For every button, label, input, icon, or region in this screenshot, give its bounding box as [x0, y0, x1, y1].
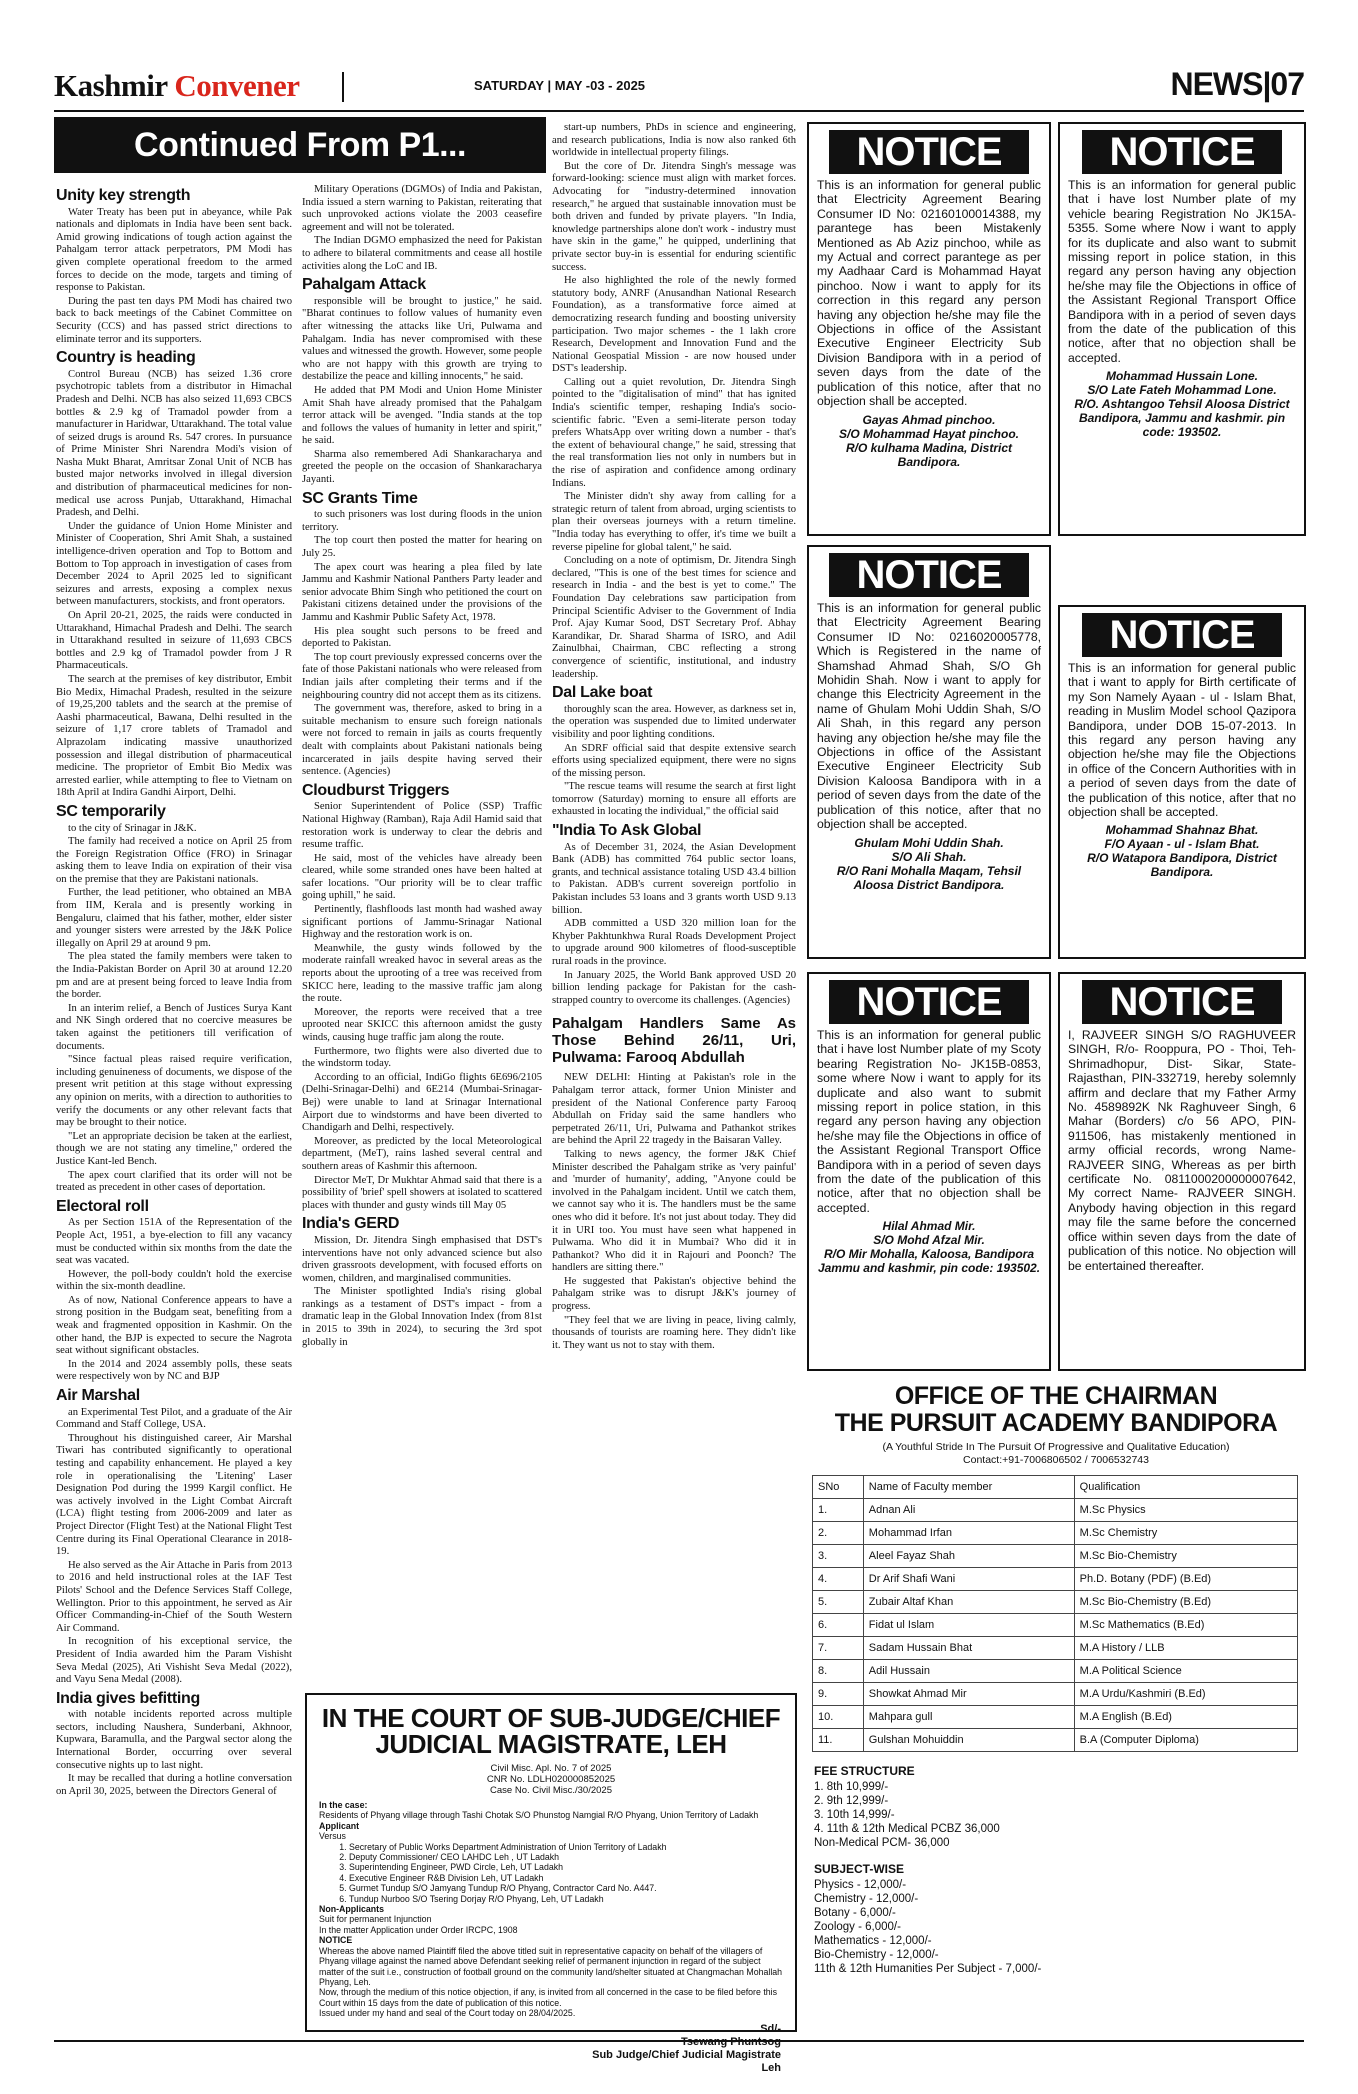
- article-headline: SC Grants Time: [302, 489, 418, 507]
- article-paragraph: Sharma also remembered Adi Shankaracharya and greeted the people on the occasion of Shankaracharya Jayanti.: [302, 448, 542, 486]
- newspaper-logo: [54, 68, 299, 104]
- article-paragraph: The Minister didn't shy away from calling for a strategic return of talent from abroad, urging scientists to plan their overseas journeys with a return timeline. "India today has everything to offer, it's time we built a reverse pipeline for global talent," he said.: [552, 491, 796, 553]
- column-2: [302, 184, 542, 1784]
- article-paragraph: An SDRF official said that despite extensive search efforts using specialized equipment, there were no signs of the missing person.: [552, 742, 796, 779]
- article-paragraph: His plea sought such persons to be freed and deported to Pakistan.: [302, 625, 542, 650]
- notice-name-correction: [1058, 972, 1306, 1371]
- subject-fee-line: Bio-Chemistry - 12,000/-: [814, 1949, 939, 1961]
- court-respondent: 6. Tundup Nurboo S/O Tsering Dorjay R/O Phyang, Leh, UT Ladakh: [349, 1894, 783, 1904]
- notice-heading: NOTICE: [829, 130, 1029, 174]
- fee-line: 4. 11th & 12th Medical PCBZ 36,000: [814, 1823, 1000, 1835]
- table-cell: Mahpara gull: [863, 1706, 1074, 1729]
- table-cell: M.Sc Bio-Chemistry (B.Ed): [1074, 1591, 1297, 1614]
- article-paragraph: As per Section 151A of the Representation of the People Act, 1951, a bye-election to fill any vacancy must be conducted within six months from the date the seat was vacated.: [56, 1217, 292, 1267]
- notice-electricity-correction: [807, 122, 1051, 536]
- notice-body: This is an information for general public that Electricity Agreement Bearing Consumer ID No: 0216020005778, Which is Registered in the name of Shamshad Ahmad Shah, S/O Gh Mohidin Shah. Now i want to apply for change this Electricity Agreement in the name of Ghulam Mohi Uddin Shah, S/O Ali Shah, in this regard any person having any objection he/she may file the Objections in office of the Assistant Executive Engineer Electricity Sub Division Kaloosa Bandipora with in a period of seven days from the date of the publication of this notice, after that no objection shall be accepted.: [817, 601, 1041, 832]
- table-cell: M.A English (B.Ed): [1074, 1706, 1297, 1729]
- column-3: [552, 122, 796, 1682]
- table-cell: Dr Arif Shafi Wani: [863, 1568, 1074, 1591]
- notice-signature-line: R/O. Ashtangoo Tehsil Aloosa District Bandipora, Jammu and kashmir. pin code: 193502.: [1074, 397, 1290, 440]
- article-paragraph: ADB committed a USD 320 million loan for the Khyber Pakhtunkhwa Rural Roads Development Project to upgrade around 900 kilometres of flood-susceptible rural roads in the province.: [552, 918, 796, 967]
- article-paragraph: In recognition of his exceptional service, the President of India awarded him the Param Vishisht Seva Medal (2025), Ati Vishisht Seva Medal (2022), and Vayu Sena Medal (2008).: [56, 1636, 292, 1686]
- notice-signature-line: F/O Ayaan - ul - Islam Bhat.: [1104, 837, 1260, 852]
- table-cell: Fidat ul Islam: [863, 1614, 1074, 1637]
- article-paragraph: During the past ten days PM Modi has chaired two back to back meetings of the Cabinet Committee on Security (CCS) and has passed strict directions to eliminate terror and its supporters.: [56, 295, 292, 345]
- notice-signature-line: S/O Mohd Afzal Mir.: [873, 1233, 985, 1248]
- top-rule: [54, 110, 1304, 112]
- table-cell: M.Sc Mathematics (B.Ed): [1074, 1614, 1297, 1637]
- court-applicant-label: Applicant: [319, 1820, 360, 1831]
- article-paragraph: It may be recalled that during a hotline conversation on April 30, 2025, between the Directors General of: [56, 1773, 292, 1797]
- court-non-applicants: Non-Applicants: [319, 1904, 384, 1915]
- table-cell: M.Sc Physics: [1074, 1499, 1297, 1522]
- subject-fee-line: Botany - 6,000/-: [814, 1907, 896, 1919]
- article-paragraph: Water Treaty has been put in abeyance, while Pak nationals and diplomats in India have been sent back. Amid growing indications of tough action against the Pahalgam terror attack perpetrators, PM Modi has given complete operational freedom to the armed forces to decide on the mode, targets and timing of response to Pakistan.: [56, 206, 292, 294]
- court-applicant: Residents of Phyang village through Tashi Chotak S/O Phunstog Namgial R/O Phyang, Union Territory of Ladakh: [319, 1810, 759, 1821]
- table-row: [813, 1660, 1298, 1683]
- article-headline: Electoral roll: [56, 1197, 149, 1215]
- notice-lost-number-plate: [1058, 122, 1306, 536]
- fee-line: 1. 8th 10,999/-: [814, 1781, 889, 1793]
- court-notice-text-2: Now, through the medium of this notice objection, if any, is invited from all concerned in the case to be filed before this Court within 15 days from the date of publication of this notice.: [319, 1987, 778, 2008]
- logo-second: Convener: [174, 68, 300, 103]
- table-cell: 8.: [813, 1660, 864, 1683]
- article-headline: India's GERD: [302, 1215, 400, 1233]
- court-versus: Versus: [319, 1831, 346, 1842]
- table-row: [813, 1499, 1298, 1522]
- article-paragraph: Calling out a quiet revolution, Dr. Jitendra Singh pointed to the "digitalisation of mind" that has ignited India's scientific temper, reshaping India's socio-scientific fabric. "Even a semi-literate person today prefers WhatsApp over writing down a number - that's the extent of behavioural change," he said, stressing that the real transformation lies not only in numbers but in the rise of aspiration and confidence among ordinary Indians.: [552, 376, 796, 489]
- article-paragraph: with notable incidents reported across multiple sectors, including Naushera, Sunderbani, Akhnoor, Kupwara, Baramulla, and the Pargwal sector along the International Border, occurring over several consecutive nights up to last night.: [56, 1709, 292, 1771]
- article-headline: Country is heading: [56, 349, 196, 367]
- table-header-cell: Name of Faculty member: [863, 1476, 1074, 1499]
- notice-birth-certificate: [1058, 605, 1306, 959]
- article-headline: Pahalgam Attack: [302, 276, 426, 294]
- court-respondent: 3. Superintending Engineer, PWD Circle, Leh, UT Ladakh: [349, 1862, 783, 1872]
- article-paragraph: an Experimental Test Pilot, and a graduate of the Air Command and Staff College, USA.: [56, 1406, 292, 1431]
- article-paragraph: According to an official, IndiGo flights 6E696/2105 (Delhi-Srinagar-Delhi) and 6E214 (Mumbai-Srinagar-Bej) were unable to land at Srinagar International Airport due to windstorms and have been diverted to Chandigarh and Delhi, respectively.: [302, 1071, 542, 1134]
- notice-heading: NOTICE: [1082, 980, 1282, 1024]
- article-paragraph: The Indian DGMO emphasized the need for Pakistan to adhere to bilateral commitments and cease all hostile activities along the LoC and IB.: [302, 235, 542, 272]
- table-cell: M.A Political Science: [1074, 1660, 1297, 1683]
- table-cell: Aleel Fayaz Shah: [863, 1545, 1074, 1568]
- notice-signature-line: R/O Watapora Bandipora, District Bandipora.: [1087, 851, 1277, 880]
- table-cell: 2.: [813, 1522, 864, 1545]
- article-paragraph: In the 2014 and 2024 assembly polls, these seats were respectively won by NC and BJP: [56, 1358, 292, 1383]
- notice-signature-line: S/O Mohammad Hayat pinchoo.: [838, 426, 1020, 441]
- court-sign-name: [307, 2036, 781, 2049]
- court-respondent: 2. Deputy Commissioner/ CEO LAHDC Leh , UT Ladakh: [349, 1852, 783, 1862]
- article-paragraph: Control Bureau (NCB) has seized 1.36 crore psychotropic tablets from a distributor in Himachal Pradesh and Delhi. NCB has also seized 11,693 CBCS bottles & 2.9 kg of Tramadol powder from a manufacturer in Haridwar, Uttarakhand. The total value of seized drugs is around Rs. 547 crores. In pursuance of Prime Minister Shri Narendra Modi's vision of Nasha Mukt Bharat, Amritsar Zonal Unit of NCB has busted major networks involved in illegal diversion and distribution of pharmaceutical medicines for non-medical use across Punjab, Uttarakhand, Himachal Pradesh, and Delhi.: [56, 368, 292, 519]
- table-cell: M.Sc Bio-Chemistry: [1074, 1545, 1297, 1568]
- article-paragraph: Pertinently, flashfloods last month had washed away significant portions of Jammu-Srinagar National Highway and the restoration work is on.: [302, 904, 542, 941]
- notice-body: I, RAJVEER SINGH S/O RAGHUVEER SINGH, R/o- Rooppura, PO - Thoi, Teh- Shrimadhopur, Dist- Sikar, State- Rajasthan, PIN-332719, hereby solemnly affirm and declare that my Father Army No. 4589892K Nk Raghuveer Singh, 6 Mahar (Borders) c/o 56 APO, PIN- 911506, has mistakenly mentioned in army official records, wrong Name- RAJVEER SING, Whereas as per birth certificate No. 0811000200000007642, My correct Name- RAJVEER SINGH. Anybody having objection in this regard may file the same before the concerned office within seven days from the date of publication of this notice. No objection will be entertained thereafter.: [1068, 1028, 1296, 1273]
- article-headline: India gives befitting: [56, 1689, 200, 1707]
- continued-header: Continued From P1...: [54, 117, 546, 173]
- notice-heading: NOTICE: [1082, 613, 1282, 657]
- court-respondents: [319, 1842, 783, 1904]
- notice-heading: NOTICE: [829, 553, 1029, 597]
- court-matter: In the matter Application under Order IRCPC, 1908: [319, 1924, 518, 1935]
- article-paragraph: The government was, therefore, asked to bring in a suitable mechanism to ensure such foreign nationals were not forced to remain in jails as courts frequently dealt with complaints about Pakistani nationals being incarcerated in jails despite having served their sentence. (Agencies): [302, 703, 542, 778]
- table-cell: 7.: [813, 1637, 864, 1660]
- court-notice-text-3: Issued under my hand and seal of the Court today on 28/04/2025.: [319, 2008, 576, 2019]
- table-cell: Mohammad Irfan: [863, 1522, 1074, 1545]
- article-paragraph: Moreover, the reports were received that a tree uprooted near SKICC this afternoon amidst the gusty winds, causing huge traffic jam along the route.: [302, 1006, 542, 1043]
- article-headline: Cloudburst Triggers: [302, 781, 450, 799]
- masthead-divider: [342, 72, 344, 102]
- issue-date: SATURDAY | MAY -03 - 2025: [474, 78, 646, 93]
- article-paragraph: Senior Superintendent of Police (SSP) Traffic National Highway (Ramban), Raja Adil Hamid said that restoration work is underway to clear the debris and resume traffic.: [302, 801, 542, 851]
- bottom-rule: [54, 2040, 1304, 2042]
- notice-heading: NOTICE: [1082, 130, 1282, 174]
- article-paragraph: He said, most of the vehicles have already been cleared, while some stranded ones have been halted at safer locations. "Our priority will be to clear traffic going uphill," he said.: [302, 852, 542, 902]
- article-paragraph: start-up numbers, PhDs in science and engineering, and research publications, India is now also ranked 6th worldwide in intellectual property filings.: [552, 122, 796, 159]
- notice-signature-line: Ghulam Mohi Uddin Shah.: [854, 835, 1004, 850]
- table-row: [813, 1706, 1298, 1729]
- subject-fee-line: Chemistry - 12,000/-: [814, 1893, 919, 1905]
- article-paragraph: Concluding on a note of optimism, Dr. Jitendra Singh declared, "This is one of the best times for science and research in India - and the best is yet to come." The Foundation Day celebrations saw participation from Principal Scientific Adviser to the Government of India Prof. Ajay Kumar Sood, DST Secretary Prof. Abhay Karandikar, Dr. Sharad Sharma of ISRO, and Adil Zainulbhai, Chairman, CBC reflecting a strong convergence of scientific, institutional, and industry leadership.: [552, 555, 796, 680]
- fee-line: 2. 9th 12,999/-: [814, 1795, 889, 1807]
- notice-signature-line: Gayas Ahmad pinchoo.: [862, 412, 996, 427]
- table-cell: Adnan Ali: [863, 1499, 1074, 1522]
- column-1: [56, 184, 292, 2029]
- ad-contact: Contact:+91-7006806502 / 7006532743: [963, 1454, 1149, 1466]
- article-paragraph: NEW DELHI: Hinting at Pakistan's role in the Pahalgam terror attack, former Union Minister and president of the National Conference party Farooq Abdullah on Friday said the same handlers who perpetrated 26/11, Uri, Pulwama and Pathankot strikes are behind the April 22 tragedy in the Baisaran Valley.: [552, 1072, 796, 1147]
- table-cell: 11.: [813, 1729, 864, 1752]
- notice-signature-line: Hilal Ahmad Mir.: [882, 1219, 976, 1234]
- table-cell: Zubair Altaf Khan: [863, 1591, 1074, 1614]
- ad-title-1: OFFICE OF THE CHAIRMAN: [894, 1382, 1218, 1410]
- article-paragraph: He suggested that Pakistan's objective behind the Pahalgam strike was to disrupt J&K's journey of progress.: [552, 1275, 796, 1313]
- page-section: NEWS|07: [1170, 66, 1304, 102]
- article-paragraph: He added that PM Modi and Union Home Minister Amit Shah have already promised that the Pahalgam terror attack will be avenged. "India stands at the top and follows the values of humanity in letter and spirit," he said.: [302, 384, 542, 447]
- article-paragraph: Director MeT, Dr Mukhtar Ahmad said that there is a possibility of 'brief' spell showers at isolated to scattered places with thunder and gusty winds till May 05: [302, 1174, 542, 1211]
- article-paragraph: responsible will be brought to justice," he said. "Bharat continues to follow values of humanity even after witnessing the attacks like Uri, Pulwama and Pahalgam. India has never compromised with these values and witnessed the growth. However, some people who are not happy with this growth are trying to destabilize the peace and killing innocents," he said.: [302, 295, 542, 383]
- court-signature: [307, 2023, 795, 2075]
- court-notice-label: NOTICE: [319, 1935, 353, 1946]
- article-paragraph: As of December 31, 2024, the Asian Development Bank (ADB) has committed 764 public sector loans, grants, and technical assistance totaling USD 43.4 billion to Pakistan. ADB's current sovereign portfolio in Pakistan includes 53 loans and 3 grants worth USD 9.13 billion.: [552, 841, 796, 916]
- article-headline: "India To Ask Global: [552, 822, 702, 840]
- article-paragraph: Furthermore, two flights were also diverted due to the windstorm today.: [302, 1045, 542, 1070]
- table-cell: Gulshan Mohuiddin: [863, 1729, 1074, 1752]
- fee-line: 3. 10th 14,999/-: [814, 1809, 895, 1821]
- court-respondent: 5. Gurmet Tundup S/O Jamyang Tundup R/O Phyang, Contractor Card No. A447.: [349, 1883, 783, 1893]
- article-paragraph: The top court previously expressed concerns over the fate of those Pakistani nationals who were released from Indian jails after completing their terms and if the neighbouring country did not accept them as its citizens.: [302, 651, 542, 701]
- article-paragraph: In January 2025, the World Bank approved USD 20 billion lending package for Pakistan for the cash-strapped country to overcome its challenges. (Agencies): [552, 969, 796, 1006]
- notice-body: This is an information for general public that i want to apply for Birth certificate of my Son Namely Ayaan - ul - Islam Bhat, reading in Muslim Model school Qazipora Bandipora, under DOB 15-07-2013. In this regard any person having any objection he/she may file the Objections in office of the Concern Authorities with in a period of seven days from the date of the publication of this notice, after that no objection shall be accepted.: [1068, 661, 1296, 820]
- subject-fee-line: Physics - 12,000/-: [814, 1879, 907, 1891]
- notice-signature-line: S/O Ali Shah.: [891, 849, 967, 864]
- article-paragraph: Military Operations (DGMOs) of India and Pakistan, India issued a stern warning to Pakistan, reiterating that such unprovoked actions violate the 2003 ceasefire agreement and will not be tolerated.: [302, 184, 542, 233]
- article-paragraph: "The rescue teams will resume the search at first light tomorrow (Saturday) morning to ensure all efforts are exhausted in locating the individual," the official said: [552, 781, 796, 818]
- table-row: [813, 1568, 1298, 1591]
- table-row: [813, 1591, 1298, 1614]
- notice-signature-line: R/O Rani Mohalla Maqam, Tehsil Aloosa District Bandipora.: [836, 863, 1022, 892]
- notice-signature-line: S/O Late Fateh Mohammad Lone.: [1087, 383, 1277, 398]
- table-cell: 1.: [813, 1499, 864, 1522]
- notice-electricity-transfer: [807, 545, 1051, 959]
- fee-heading: FEE STRUCTURE: [814, 1764, 915, 1778]
- logo-first: Kashmir: [54, 68, 168, 103]
- article-paragraph: Mission, Dr. Jitendra Singh emphasised that DST's interventions have not only advanced science but also driven grassroots development, with focused efforts on women, children, and marginalised communities.: [302, 1234, 542, 1284]
- ad-tagline: (A Youthful Stride In The Pursuit Of Progressive and Qualitative Education): [882, 1441, 1230, 1453]
- court-suit: Suit for permanent Injunction: [319, 1914, 432, 1925]
- article-paragraph: The search at the premises of key distributor, Embit Bio Medix, Himachal Pradesh, resulted in the seizure of 19,25,200 tablets and the search at the premise of Aashi pharmaceutical, Bawana, Delhi resulted in the seizure of 1,17 crore tablets of Tramadol and Alprazolam indicating massive unauthorized possession and illegal distribution of pharmaceutical medicine. The proprietor of Embit Bio Medix was arrested earlier, while attempting to flee to Vietnam on 18th April at Indira Gandhi Airport, Delhi.: [56, 673, 292, 799]
- article-paragraph: Further, the lead petitioner, who obtained an MBA from IIM, Kerala and is presently working in Bengaluru, claimed that his father, mother, elder sister and younger sisters were arrested by the J&K Police illegally on April 29 at around 9 pm.: [56, 887, 292, 949]
- article-paragraph: He also served as the Air Attache in Paris from 2013 to 2016 and held instructional roles at the IAF Test Pilots' School and the Defence Services Staff College, Wellington. Prior to this appointment, he served as Air Officer Commanding-in-Chief of the South Western Air Command.: [56, 1559, 292, 1634]
- table-cell: 3.: [813, 1545, 864, 1568]
- article-paragraph: to such prisoners was lost during floods in the union territory.: [302, 509, 542, 533]
- court-ref: Civil Misc. Apl. No. 7 of 2025: [490, 1763, 612, 1774]
- table-cell: 9.: [813, 1683, 864, 1706]
- article-paragraph: The top court then posted the matter for hearing on July 25.: [302, 535, 542, 560]
- article-paragraph: On April 20-21, 2025, the raids were conducted in Uttarakhand, Himachal Pradesh and Delhi. The search in Uttarakhand resulted in seizure of 11,693 CBCS bottles and 2.9 kg of Tramadol powder from J R Pharmaceuticals.: [56, 610, 292, 672]
- notice-signature-line: Mohammad Hussain Lone.: [1105, 369, 1259, 384]
- article-paragraph: "Since factual pleas raised require verification, including genuineness of documents, we dispose of the present writ petition at this stage without expressing any opinion on merits, with a direction to authorities to verify the documents or any other relevant facts that may be brought to their notice.: [56, 1054, 292, 1129]
- court-respondent: 4. Executive Engineer R&B Division Leh, UT Ladakh: [349, 1873, 783, 1883]
- notice-signature-line: R/O Mir Mohalla, Kaloosa, Bandipora Jammu and kashmir, pin code: 193502.: [817, 1247, 1041, 1276]
- table-cell: Sadam Hussain Bhat: [863, 1637, 1074, 1660]
- table-row: [813, 1522, 1298, 1545]
- table-cell: M.A Urdu/Kashmiri (B.Ed): [1074, 1683, 1297, 1706]
- article-headline: SC temporarily: [56, 802, 166, 820]
- notice-body: This is an information for general public that Electricity Agreement Bearing Consumer ID No: 02160100014388, my parantege has been Mistakenly Mentioned as Ab Aziz pinchoo, while as my Actual and correct parantege as per my Aadhaar Card is Mohammad Hayat pinchoo. Now i want to apply for its correction in this regard any person having any objection he/she may file the Objections in office of the Assistant Executive Engineer Electricity Sub Division Bandipora with in a period of seven days from the date of the publication of this notice, after that no objection shall be accepted.: [817, 178, 1041, 409]
- article-paragraph: Under the guidance of Union Home Minister and Minister of Cooperation, Shri Amit Shah, a sustained intelligence-driven operation and Top to Bottom and Bottom to Top approach in investigation of cases from December 2024 to April 2025 led to significant seizures and arrests, exposing a complex nexus between manufacturers, stockists, and front operators.: [56, 520, 292, 608]
- article-paragraph: "They feel that we are living in peace, living calmly, thousands of tourists are roaming here. They didn't like it. They want us not to stay with them.: [552, 1314, 796, 1351]
- article-paragraph: "Let an appropriate decision be taken at the earliest, though we are not stating any timeline," ordered the Justice Kant-led Bench.: [56, 1130, 292, 1167]
- court-sign-sd: Sd/-: [760, 2022, 781, 2035]
- subject-heading: SUBJECT-WISE: [814, 1862, 905, 1876]
- faculty-table: [812, 1475, 1298, 1752]
- article-headline: Pahalgam Handlers Same As Those Behind 26/11, Uri, Pulwama: Farooq Abdullah: [552, 1015, 796, 1067]
- table-cell: 6.: [813, 1614, 864, 1637]
- table-header-cell: SNo: [813, 1476, 864, 1499]
- subject-fees: [814, 1862, 1304, 1976]
- table-header-cell: Qualification: [1074, 1476, 1297, 1499]
- court-cnr: CNR No. LDLH020000852025: [486, 1774, 616, 1785]
- court-sign-place: Leh: [761, 2061, 781, 2074]
- article-paragraph: thoroughly scan the area. However, as darkness set in, the operation was suspended due to limited underwater visibility and poor lighting conditions.: [552, 703, 796, 740]
- table-row: [813, 1614, 1298, 1637]
- article-paragraph: But the core of Dr. Jitendra Singh's message was forward-looking: science must align with market forces. Advocating for "industry-determined innovation research," he argued that sustainable innovation must be both driven and funded by private players. "In India, knowledge partnerships alone don't work - industry must have skin in the game," he quipped, underlining that private sector buy-in is essential for enduring scientific success.: [552, 160, 796, 273]
- article-paragraph: Moreover, as predicted by the local Meteorological department, (MeT), rains lashed several central and southern areas of Kashmir this afternoon.: [302, 1135, 542, 1172]
- ad-title-2: THE PURSUIT ACADEMY BANDIPORA: [834, 1409, 1278, 1437]
- notice-lost-scooty-plate: [807, 972, 1051, 1371]
- subject-fee-line: 11th & 12th Humanities Per Subject - 7,000/-: [814, 1963, 1042, 1975]
- court-sign-title: Sub Judge/Chief Judicial Magistrate: [592, 2048, 781, 2061]
- article-paragraph: In an interim relief, a Bench of Justices Surya Kant and NK Singh ordered that no coercive measures be taken against the petitioners till verification of documents.: [56, 1002, 292, 1052]
- notice-signature-line: Mohammad Shahnaz Bhat.: [1105, 823, 1259, 838]
- masthead: [54, 62, 1304, 108]
- article-headline: Unity key strength: [56, 187, 191, 204]
- notice-body: This is an information for general public that i have lost Number plate of my vehicle bearing Registration No JK15A-5355. Some where Now i want to apply for its duplicate and also want to submit missing report in police station, in this regard any person having any objection he/she may file the Objections in office of the Assistant Regional Transport Office Bandipora with in a period of seven days from the date of the publication of this notice, after that no objection shall be accepted.: [1068, 178, 1296, 365]
- table-cell: Adil Hussain: [863, 1660, 1074, 1683]
- table-cell: Showkat Ahmad Mir: [863, 1683, 1074, 1706]
- notice-heading: NOTICE: [829, 980, 1029, 1024]
- table-row: [813, 1729, 1298, 1752]
- court-title: IN THE COURT OF SUB-JUDGE/CHIEF JUDICIAL MAGISTRATE, LEH: [321, 1703, 781, 1759]
- article-paragraph: He also highlighted the role of the newly formed statutory body, ANRF (Anusandhan National Research Foundation), as a transformative force aimed at democratizing research funding and boosting university participation. Two major schemes - the 1 lakh crore Research, Development and Innovation Fund and the National Geospatial Mission - are now housed under DST's leadership.: [552, 275, 796, 375]
- article-paragraph: The Minister spotlighted India's rising global rankings as a testament of DST's impact - from a dramatic leap in the Global Innovation Index (from 81st in 2015 to 39th in 2024), to securing the 3rd spot globally in: [302, 1286, 542, 1348]
- fee-line: Non-Medical PCM- 36,000: [814, 1837, 950, 1849]
- article-paragraph: The apex court clarified that its order will not be treated as precedent in other cases of deportation.: [56, 1169, 292, 1194]
- article-headline: Dal Lake boat: [552, 684, 653, 702]
- court-notice: [305, 1693, 797, 2074]
- fee-structure: [814, 1764, 1304, 1850]
- article-paragraph: to the city of Srinagar in J&K.: [68, 822, 197, 834]
- table-cell: M.A History / LLB: [1074, 1637, 1297, 1660]
- notice-signature-line: R/O kulhama Madina, District Bandipora.: [845, 440, 1013, 469]
- article-paragraph: The family had received a notice on April 25 from the Foreign Registration Office (FRO) in Srinagar asking them to leave India on expiration of their visa on the premise that they are Pakistani nationals.: [56, 836, 292, 885]
- table-row: [813, 1545, 1298, 1568]
- table-row: [813, 1637, 1298, 1660]
- court-case-no: Case No. Civil Misc./30/2025: [490, 1785, 612, 1796]
- table-cell: 4.: [813, 1568, 864, 1591]
- article-paragraph: Meanwhile, the gusty winds followed by the moderate rainfall wreaked havoc in several areas as the reports about the uprooting of a tree was received from SKICC here, leading to the massive traffic jam along the route.: [302, 942, 542, 1005]
- table-cell: B.A (Computer Diploma): [1074, 1729, 1297, 1752]
- table-cell: Ph.D. Botany (PDF) (B.Ed): [1074, 1568, 1297, 1591]
- subject-fee-line: Zoology - 6,000/-: [814, 1921, 901, 1933]
- article-paragraph: The apex court was hearing a plea filed by late Jammu and Kashmir National Panthers Party leader and senior advocate Bhim Singh who petitioned the court on Pakistani citizens detained under the provisions of the Jammu and Kashmir Public Safety Act, 1978.: [302, 561, 542, 623]
- article-paragraph: As of now, National Conference appears to have a strong position in the Budgam seat, benefiting from a weak and fragmented opposition in Kashmir. On the other hand, the BJP is expected to secure the Nagrota seat without significant obstacles.: [56, 1294, 292, 1357]
- table-row: [813, 1683, 1298, 1706]
- article-paragraph: The plea stated the family members were taken to the India-Pakistan Border on April 30 at around 12.20 pm and are at present being forced to leave India from the border.: [56, 951, 292, 1001]
- table-cell: 10.: [813, 1706, 864, 1729]
- article-headline: Air Marshal: [56, 1387, 140, 1405]
- notice-body: This is an information for general public that i have lost Number plate of my Scoty bearing Registration No- JK15B-0853, some where Now i want to apply for its duplicate and also want to submit missing report in police station, in this regard any person having any objection he/she may file the Objections in office of the Assistant Regional Transport Office Bandipora with in a period of seven days from the date of the publication of this notice, after that no objection shall be accepted.: [817, 1028, 1041, 1215]
- table-cell: M.Sc Chemistry: [1074, 1522, 1297, 1545]
- article-paragraph: Talking to news agency, the former J&K Chief Minister described the Pahalgam strike as 'very painful' and 'murder of humanity', adding, "Anyone could be involved in the Pahalgam incident. Until we catch them, we cannot say who it is. The handlers must be the same ones who did it before. It's not just about today. They did it in URI too. You must have seen what happened in Pulwama. Who did it in Mumbai? Who did it in Pathankot? Who did it in Rajouri and Poonch? The handlers are sitting there.": [552, 1148, 796, 1274]
- article-paragraph: However, the poll-body couldn't hold the exercise within the six-month deadline.: [56, 1268, 292, 1293]
- subject-fee-line: Mathematics - 12,000/-: [814, 1935, 932, 1947]
- court-respondent: 1. Secretary of Public Works Department Administration of Union Territory of Ladakh: [349, 1842, 783, 1852]
- court-notice-text: Whereas the above named Plaintiff filed the above titled suit in representative capacity on behalf of the villagers of Phyang village against the named above Defendant seeking relief of permanent injunction in regard of the subject matter of the suit i.e., construction of football ground on the community land/shelter situated at Changmachan Mohallah Phyang, Leh.: [319, 1945, 783, 1987]
- court-case-label: In the case:: [319, 1800, 368, 1810]
- article-paragraph: Throughout his distinguished career, Air Marshal Tiwari has contributed significantly to operational testing and capability enhancement. He played a key role in operationalising the 'Litening' Laser Designation Pod during the 1999 Kargil conflict. He was actively involved in the Light Combat Aircraft (LCA) flight testing from 2006-2009 and later as Project Director (Flight Test) at the National Flight Test Centre during its Final Operational Clearance in 2018-19.: [56, 1432, 292, 1558]
- table-cell: 5.: [813, 1591, 864, 1614]
- pursuit-academy-ad: [808, 1383, 1304, 2033]
